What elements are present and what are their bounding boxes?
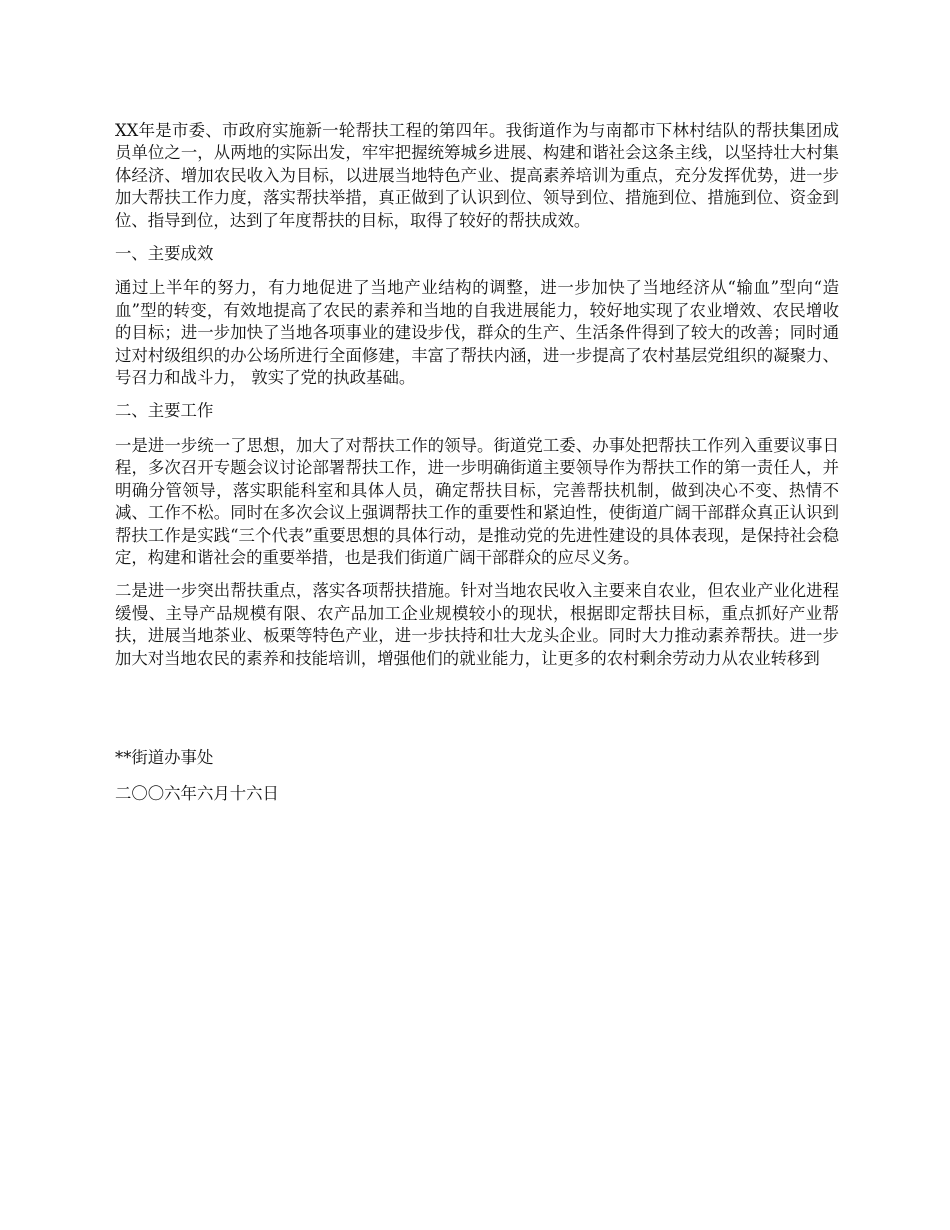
work-paragraph-1: 一是进一步统一了思想，加大了对帮扶工作的领导。街道党工委、办事处把帮扶工作列入重要议事日程，多次召开专题会议讨论部署帮扶工作，进一步明确街道主要领导作为帮扶工作的第一责任人，并明确分管领导，落实职能科室和具体人员，确定帮扶目标，完善帮扶机制，做到决心不变、热情不减、工作不松。同时在多次会议上强调帮扶工作的重要性和紧迫性，使街道广阔干部群众真正认识到帮扶工作是实践“三个代表”重要思想的具体行动，是推动党的先进性建设的具体表现，是保持社会稳定，构建和谐社会的重要举措，也是我们街道广阔干部群众的应尽义务。 xyxy=(115,435,839,567)
intro-paragraph: XX年是市委、市政府实施新一轮帮扶工程的第四年。我街道作为与南都市下林村结队的帮扶集团成员单位之一，从两地的实际出发，牢牢把握统筹城乡进展、构建和谐社会这条主线，以坚持壮大村集体经济、增加农民收入为目标，以进展当地特色产业、提高素养培训为重点，充分发挥优势，进一步加大帮扶工作力度，落实帮扶举措，真正做到了认识到位、领导到位、措施到位、措施到位、资金到位、指导到位，达到了年度帮扶的目标，取得了较好的帮扶成效。 xyxy=(115,121,839,230)
signature-date: 二〇〇六年六月十六日 xyxy=(115,784,279,804)
results-paragraph: 通过上半年的努力，有力地促进了当地产业结构的调整，进一步加快了当地经济从“输血”型向“造血”型的转变，有效地提高了农民的素养和当地的自我进展能力，较好地实现了农业增效、农民增收的目标；进一步加快了当地各项事业的建设步伐，群众的生产、生活条件得到了较大的改善；同时通过对村级组织的办公场所进行全面修建，丰富了帮扶内涵，进一步提高了农村基层党组织的凝聚力、号召力和战斗力， 敦实了党的执政基础。 xyxy=(115,278,839,388)
section-heading-main-work: 二、主要工作 xyxy=(115,401,214,421)
document-page xyxy=(115,120,839,820)
signature-spacer xyxy=(115,681,839,747)
section-heading-main-results: 一、主要成效 xyxy=(115,244,214,264)
signature-organization: **街道办事处 xyxy=(115,747,214,767)
work-paragraph-2: 二是进一步突出帮扶重点，落实各项帮扶措施。针对当地农民收入主要来自农业，但农业产业化进程缓慢、主导产品规模有限、农产品加工企业规模较小的现状，根据即定帮扶目标，重点抓好产业帮扶，进展当地茶业、板栗等特色产业，进一步扶持和壮大龙头企业。同时大力推动素养帮扶。进一步加大对当地农民的素养和技能培训，增强他们的就业能力，让更多的农村剩余劳动力从农业转移到 xyxy=(115,581,839,668)
